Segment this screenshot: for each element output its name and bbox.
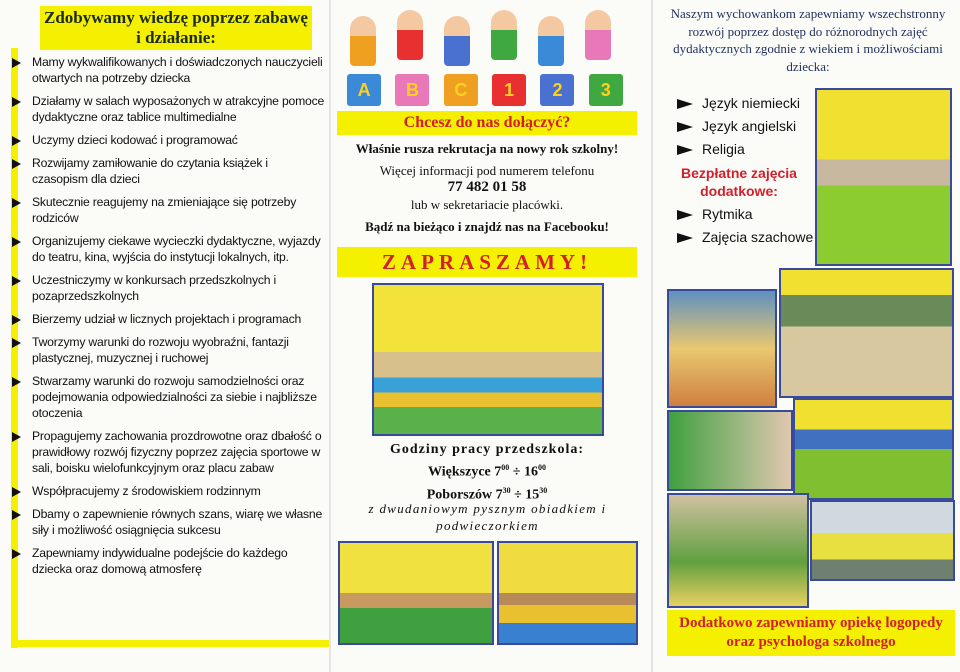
office-text: lub w sekretariacie placówki. [410,197,564,212]
child-figure [538,16,564,66]
list-item: Tworzymy warunki do rozwoju wyobraźni, fantazji plastycznej, muzycznej i ruchowej [10,334,326,366]
activity-photo [779,268,954,398]
list-item: Organizujemy ciekawe wycieczki dydaktyczne, wyjazdy do teatru, kina, wyjścia do instytucji lokalnych, itp. [10,233,326,265]
child-figure [350,16,376,66]
list-item: Dbamy o zapewnienie równych szans, wiarę we własne siły i możliwość osiągnięcia sukcesu [10,506,326,538]
free-classes-list [674,203,814,249]
activity-photo [793,398,954,500]
class-item: Zajęcia szachowe [674,226,814,249]
facebook-text: Bądź na bieżąco i znajdź nas na Facebooku! [365,219,609,234]
list-item: Zapewniamy indywidualne podejście do każdego dziecka oraz domową atmosferę [10,545,326,577]
free-classes-heading: Bezpłatne zajęcia dodatkowe: [681,165,797,199]
meals-text: z dwudaniowym pysznym obiadkiem i podwieczorkiem [368,501,607,533]
activity-photo [667,289,777,408]
class-item: Język niemiecki [674,92,814,115]
classes-list [674,92,814,161]
activity-photo [810,500,955,581]
features-list [10,54,326,584]
list-item: Bierzemy udział w licznych projektach i programach [10,311,326,327]
child-figure [397,10,423,60]
hours-row: Poborszów $7^{30} \div 15^{30}$ [426,485,548,503]
footer-note: Dodatkowo zapewniamy opiekę logopedy oraz psychologa szkolnego [667,610,955,656]
letter-block: A [347,74,381,106]
list-item: Działamy w salach wyposażonych w atrakcyjne pomoce dydaktyczne oraz tablice multimedialne [10,93,326,125]
classroom-photo [372,283,604,436]
join-heading: Chcesz do nas dołączyć? [337,111,637,135]
list-item: Uczymy dzieci kodować i programować [10,132,326,148]
classroom-photo [338,541,494,645]
activity-photo [667,410,793,491]
phone-number: 77 482 01 58 [447,179,527,195]
list-item: Mamy wykwalifikowanych i doświadczonych nauczycieli otwartych na potrzeby dziecka [10,54,326,86]
child-figure [491,10,517,60]
recruit-text: Właśnie rusza rekrutacja na nowy rok szkolny! [355,141,619,156]
left-title: Zdobywamy wiedzę poprzez zabawę i działanie: [40,6,312,50]
more-info-text: Więcej informacji pod numerem telefonu [379,163,595,178]
list-item: Współpracujemy z środowiskiem rodzinnym [10,483,326,499]
invite-banner: ZAPRASZAMY! [337,247,637,277]
child-figure [585,10,611,60]
class-item: Rytmika [674,203,814,226]
letter-block: B [395,74,429,106]
letter-block: 3 [589,74,623,106]
list-item: Uczestniczymy w konkursach przedszkolnych i pozaprzedszkolnych [10,272,326,304]
letter-block: 1 [492,74,526,106]
list-item: Stwarzamy warunki do rozwoju samodzielności oraz podejmowania odpowiedzialności za siebie i najbliższe otoczenia [10,373,326,421]
classroom-photo [497,541,638,645]
right-intro: Naszym wychowankom zapewniamy wszechstronny rozwój poprzez dostęp do różnorodnych zajęć dydaktycznych zgodnie z wiekiem i możliwościami dziecka: [670,6,946,74]
letter-block: 2 [540,74,574,106]
child-figure [444,16,470,66]
letter-block: C [444,74,478,106]
activity-photo [815,88,952,266]
kids-illustration [340,6,630,108]
activity-photo [667,493,809,608]
fold-divider [329,0,331,672]
list-item: Skutecznie reagujemy na zmieniające się potrzeby rodziców [10,194,326,226]
list-item: Propagujemy zachowania prozdrowotne oraz dbałość o prawidłowy rozwój fizyczny poprzez zajęcia sportowe w sali, boisku wielofunkcyjnym oraz placu zabaw [10,428,326,476]
hours-title: Godziny pracy przedszkola: [390,442,584,457]
class-item: Religia [674,138,814,161]
list-item: Rozwijamy zamiłowanie do czytania książek i czasopism dla dzieci [10,155,326,187]
hours-row: Większyce $7^{00} \div 16^{00}$ [428,463,546,480]
class-item: Język angielski [674,115,814,138]
fold-divider [651,0,653,672]
yellow-stripe [11,640,329,647]
